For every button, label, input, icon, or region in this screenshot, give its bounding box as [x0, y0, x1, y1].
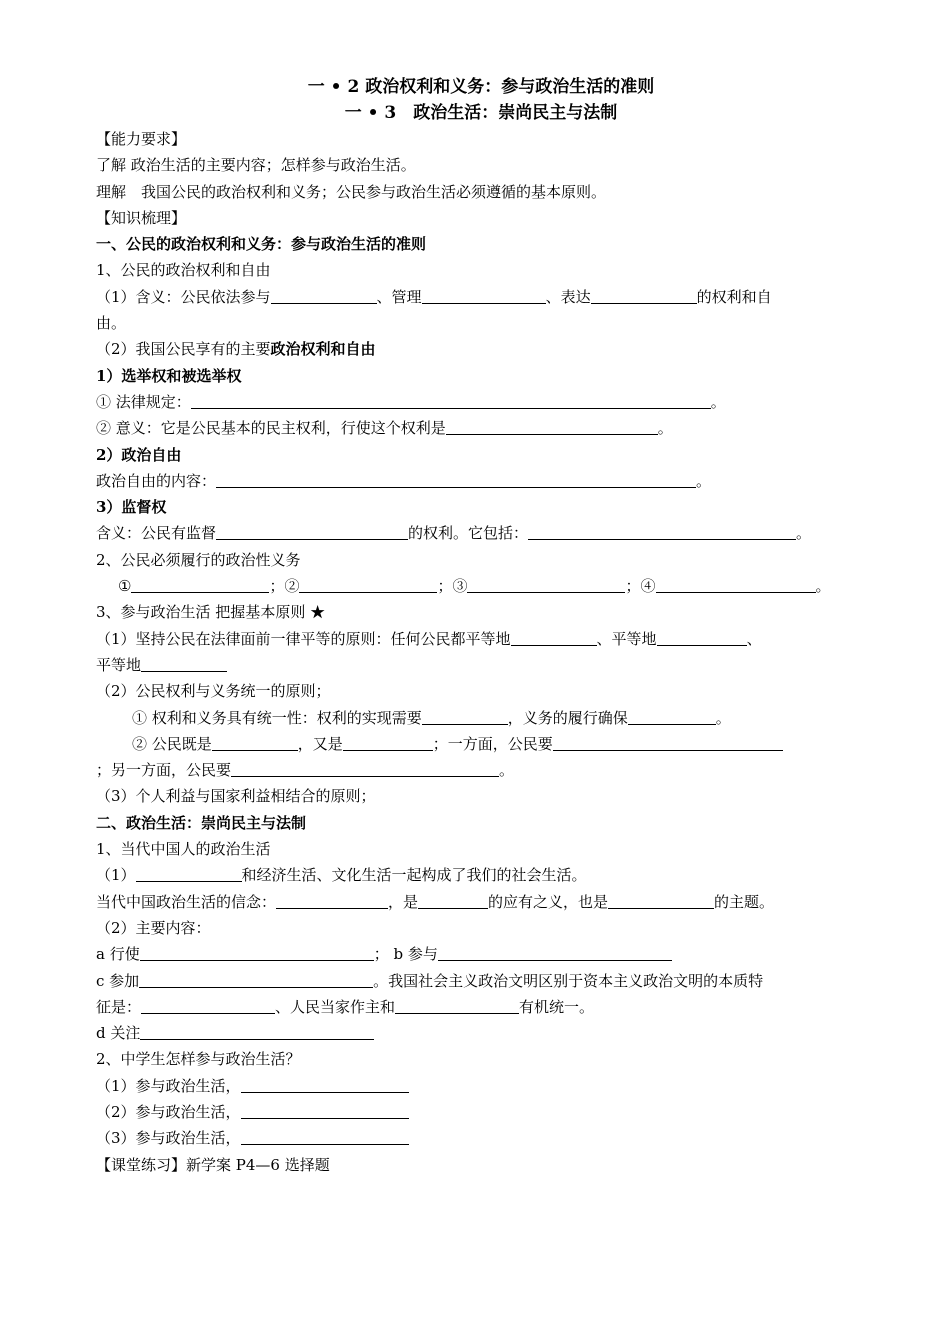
s2-1-subheading: 1、当代中国人的政治生活 — [96, 840, 271, 859]
text: ① 法律规定： — [96, 392, 191, 411]
blank-duty-2[interactable] — [299, 575, 437, 593]
student-line-1 — [96, 1073, 866, 1099]
s1-rights-line — [96, 336, 866, 362]
student-line-3 — [96, 1125, 866, 1151]
blank-express[interactable] — [591, 286, 697, 304]
h-freedom: 2）政治自由 — [96, 445, 182, 464]
unity-principle: （2）公民权利与义务统一的原则； — [96, 682, 331, 701]
text: c 参加 — [96, 971, 140, 990]
blank-participate-b[interactable] — [438, 943, 672, 961]
worksheet — [96, 74, 866, 1178]
blank-law[interactable] — [191, 391, 711, 409]
text: 、人民当家作主和 — [275, 997, 396, 1016]
blank-participate[interactable] — [271, 286, 377, 304]
text: ； b 参与 — [373, 945, 438, 964]
content-c-cont — [96, 994, 866, 1020]
blank-duty-ensure[interactable] — [628, 707, 716, 725]
equality-line — [96, 626, 866, 652]
text: 的应有之义，也是 — [488, 892, 609, 911]
social-life-line — [96, 862, 866, 888]
blank-exercise[interactable] — [140, 943, 374, 961]
blank-essence-2[interactable] — [395, 996, 519, 1014]
blank-belief[interactable] — [276, 891, 388, 909]
s2-2-subheading: 2、中学生怎样参与政治生活？ — [96, 1050, 301, 1069]
text: ① 权利和义务具有统一性：权利的实现需要 — [132, 708, 422, 727]
blank-join[interactable] — [139, 970, 373, 988]
text: 政治自由的内容： — [96, 471, 217, 490]
section-1-heading: 一、公民的政治权利和义务：参与政治生活的准则 — [96, 235, 427, 254]
text: （1）坚持公民在法律面前一律平等的原则：任何公民都平等地 — [96, 629, 511, 648]
text: 政治权利和自由 — [270, 340, 376, 359]
ability-line-2: 理解 我国公民的政治权利和义务；公民参与政治生活必须遵循的基本原则。 — [96, 182, 607, 201]
text: 。 — [715, 708, 731, 727]
blank-meaning[interactable] — [446, 417, 658, 435]
text: ① — [118, 577, 132, 596]
text: 当代中国政治生活的信念： — [96, 892, 277, 911]
title-2: 一 • 3 政治生活：崇尚民主与法制 — [344, 103, 618, 123]
law-line — [96, 389, 866, 415]
text: （2）参与政治生活， — [96, 1102, 241, 1121]
blank-student-3[interactable] — [241, 1127, 409, 1145]
s2-subheading: 2、公民必须履行的政治性义务 — [96, 550, 301, 569]
text: （1） — [96, 866, 136, 885]
text: 、 — [746, 629, 762, 648]
s1-subheading: 1、公民的政治权利和自由 — [96, 261, 271, 280]
content-c-line — [96, 968, 866, 994]
text: （3）参与政治生活， — [96, 1129, 241, 1148]
blank-other-hand[interactable] — [231, 759, 499, 777]
text: 、管理 — [376, 287, 422, 306]
student-line-2 — [96, 1099, 866, 1125]
unity-line-3 — [96, 757, 866, 783]
knowledge-header: 【知识梳理】 — [96, 208, 187, 227]
h-supervision: 3）监督权 — [96, 498, 167, 517]
belief-line — [96, 889, 866, 915]
equality-line-cont — [96, 652, 866, 678]
freedom-line — [96, 468, 866, 494]
blank-equal-3[interactable] — [141, 654, 227, 672]
supervision-line — [96, 520, 866, 546]
section-2-heading: 二、政治生活：崇尚民主与法制 — [96, 813, 307, 832]
text: ；③ — [437, 577, 468, 596]
text: 。 — [815, 577, 831, 596]
interest-principle: （3）个人利益与国家利益相结合的原则； — [96, 787, 376, 806]
text: 。 — [657, 419, 673, 438]
s1-definition-cont: 由。 — [96, 314, 127, 333]
text: 和经济生活、文化生活一起构成了我们的社会生活。 — [241, 866, 587, 885]
text: ；另一方面，公民要 — [96, 761, 232, 780]
blank-theme[interactable] — [608, 891, 714, 909]
blank-supervise[interactable] — [216, 522, 408, 540]
text: ；④ — [625, 577, 656, 596]
ability-header: 【能力要求】 — [96, 130, 187, 148]
blank-duty-4[interactable] — [656, 575, 816, 593]
blank-equal-1[interactable] — [511, 628, 597, 646]
blank-duty-1[interactable] — [131, 575, 269, 593]
blank-one-hand[interactable] — [553, 733, 783, 751]
text: （1）参与政治生活， — [96, 1076, 241, 1095]
blank-manage[interactable] — [422, 286, 546, 304]
text: （2）我国公民享有的主要 — [96, 340, 271, 359]
title-1: 一 • 2 政治权利和义务：参与政治生活的准则 — [307, 77, 655, 97]
text: ② 公民既是 — [132, 734, 212, 753]
text: 。 — [710, 392, 726, 411]
blank-includes[interactable] — [528, 522, 796, 540]
text: 含义：公民有监督 — [96, 524, 217, 543]
unity-line-2 — [96, 731, 866, 757]
text: 的权利和自 — [696, 287, 772, 306]
text: 的主题。 — [714, 892, 775, 911]
blank-essence-1[interactable] — [141, 996, 275, 1014]
text: 。 — [796, 524, 812, 543]
blank-political-life[interactable] — [136, 864, 242, 882]
text: 征是： — [96, 997, 142, 1016]
text: 。 — [696, 471, 712, 490]
blank-both-2[interactable] — [343, 733, 433, 751]
text: ；一方面，公民要 — [432, 734, 553, 753]
text: ，又是 — [297, 734, 343, 753]
blank-student-2[interactable] — [241, 1101, 409, 1119]
text: ，义务的履行确保 — [507, 708, 628, 727]
s1-definition-line — [96, 284, 866, 310]
blank-both-1[interactable] — [212, 733, 298, 751]
blank-right-need[interactable] — [422, 707, 508, 725]
text: 平等地 — [96, 655, 142, 674]
text: ② 意义：它是公民基本的民主权利，行使这个权利是 — [96, 419, 446, 438]
duties-line — [96, 573, 866, 599]
text: （1）含义：公民依法参与 — [96, 287, 271, 306]
s3-subheading: 3、参与政治生活 把握基本原则 ★ — [96, 603, 326, 622]
meaning-line — [96, 415, 866, 441]
practice-line — [96, 1152, 866, 1178]
text: ；② — [269, 577, 300, 596]
text: a 行使 — [96, 945, 140, 964]
ability-line-1: 了解 政治生活的主要内容；怎样参与政治生活。 — [96, 156, 416, 175]
text: 。 — [499, 761, 515, 780]
text: 的权利。它包括： — [408, 524, 529, 543]
text: 。我国社会主义政治文明区别于资本主义政治文明的本质特 — [373, 971, 764, 990]
text: ，是 — [388, 892, 419, 911]
main-content-label: （2）主要内容： — [96, 918, 211, 937]
content-ab-line — [96, 941, 866, 967]
blank-meaning-of[interactable] — [418, 891, 488, 909]
text: d 关注 — [96, 1024, 141, 1043]
content-d-line — [96, 1020, 866, 1046]
blank-duty-3[interactable] — [467, 575, 625, 593]
blank-freedom[interactable] — [216, 470, 696, 488]
h-election: 1）选举权和被选举权 — [96, 366, 242, 385]
practice-text: 新学案 P4—6 选择题 — [186, 1155, 330, 1174]
blank-student-1[interactable] — [241, 1075, 409, 1093]
blank-concern[interactable] — [140, 1022, 374, 1040]
unity-line-1 — [96, 705, 866, 731]
text: 、表达 — [545, 287, 591, 306]
text: 有机统一。 — [519, 997, 595, 1016]
text: 、平等地 — [596, 629, 657, 648]
practice-header: 【课堂练习】 — [96, 1155, 187, 1174]
blank-equal-2[interactable] — [657, 628, 747, 646]
